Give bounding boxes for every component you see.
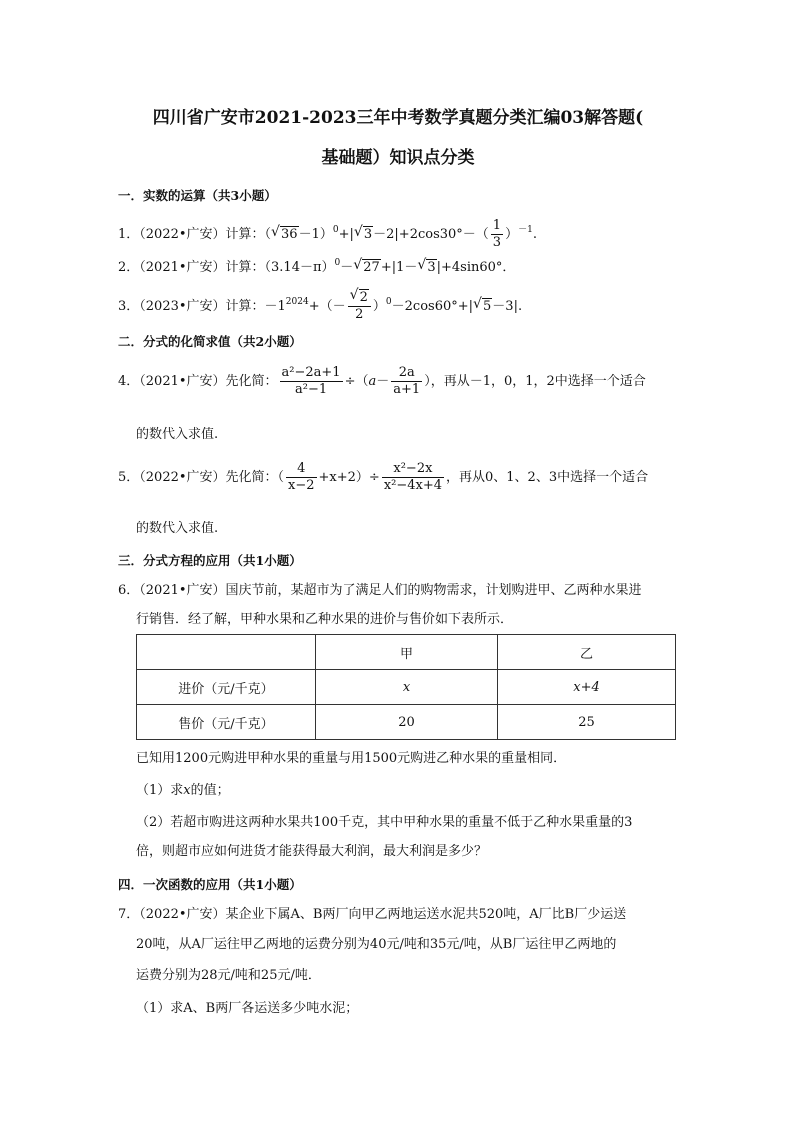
q2-radical-2: √ 3 (417, 257, 436, 275)
q3-exponent-2: 0 (385, 297, 392, 307)
q3-exponent: 2024 (285, 297, 309, 307)
q4-prefix: 4．（2021•广安）先化简： (118, 374, 278, 389)
q2-text: － (340, 260, 354, 275)
q4-fraction-2: $\frac{2a}{a+1}$ (393, 365, 421, 397)
section-heading-2: 二．分式的化简求值（共2小题） (118, 334, 302, 349)
q5-fraction-2: $\frac{\text{x²−2x}}{\text{x²−4x+4}}$ (383, 461, 443, 493)
table-cell: x+4 (498, 670, 676, 705)
question-4 (118, 365, 646, 398)
q1-exponent: 0 (332, 225, 339, 235)
q1-text: －1） (298, 227, 333, 242)
q3-text: ） (372, 299, 386, 314)
table-cell: x (316, 670, 498, 705)
q4-fraction: $\frac{\text{a²−2a+1}}{\text{a²−1}}$ (281, 365, 341, 397)
price-table (136, 634, 676, 740)
question-6-line2: 行销售．经了解，甲种水果和乙种水果的进价与售价如下表所示． (136, 612, 514, 627)
q3-text: －2cos60°+| (391, 299, 474, 314)
q4-text: ÷（ (344, 374, 369, 389)
table-cell: 乙 (498, 635, 676, 670)
q4-text: ），再从－1，0，1，2中选择一个适合 (424, 374, 646, 389)
table-cell: 25 (498, 705, 676, 740)
q6-sub1-text: 的值； (190, 783, 230, 798)
q1-text: －2|+2cos30°－（ (373, 227, 489, 242)
question-6-sub2-line2: 倍，则超市应如何进货才能获得最大利润，最大利润是多少？ (136, 844, 488, 859)
q2-radical: √ 27 (353, 257, 380, 275)
table-cell: 20 (316, 705, 498, 740)
table-header-row (137, 635, 676, 670)
q1-radical: √ 36 (271, 224, 298, 242)
question-6-sub1 (136, 780, 230, 802)
q5-text: ，再从0、1、2、3中选择一个适合 (446, 470, 649, 485)
q3-text: －3|. (492, 299, 523, 314)
q5-fraction: $\frac{4}{x-2}$ (288, 461, 315, 493)
question-6-line1: 6．（2021•广安）国庆节前，某超市为了满足人们的购物需求，计划购进甲、乙两种水果进 (118, 583, 642, 598)
question-3 (118, 287, 523, 323)
question-6-condition: 已知用1200元购进甲种水果的重量与用1500元购进乙种水果的重量相同． (136, 751, 567, 766)
table-row (137, 670, 676, 705)
section-heading-3: 三．分式方程的应用（共1小题） (118, 553, 302, 568)
q1-text: ） (505, 227, 519, 242)
table-cell (137, 635, 316, 670)
table-cell: 进价（元/千克） (137, 670, 316, 705)
section-heading-1: 一．实数的运算（共3小题） (118, 188, 277, 203)
section-heading-4: 四．一次函数的应用（共1小题） (118, 877, 302, 892)
q5-prefix: 5．（2022•广安）先化简：（ (118, 470, 285, 485)
table-cell: 售价（元/千克） (137, 705, 316, 740)
question-5 (118, 461, 648, 494)
table-cell: 甲 (316, 635, 498, 670)
q1-radical-2: √ 3 (353, 224, 373, 242)
q2-text: |+4sin60°． (436, 260, 516, 275)
q2-exponent: 0 (334, 258, 341, 268)
q1-end: . (532, 227, 537, 242)
q4-text: － (376, 374, 390, 389)
question-7-line2: 20吨，从A厂运往甲乙两地的运费分别为40元/吨和35元/吨，从B厂运往甲乙两地的 (136, 937, 617, 952)
q4-variable: a (368, 374, 377, 389)
q3-radical: √ 5 (473, 296, 492, 314)
q5-text: +x+2）÷ (318, 470, 380, 485)
q3-prefix: 3．（2023•广安）计算：－1 (118, 299, 286, 314)
q1-text: +| (338, 227, 354, 242)
q3-fraction: √ 2 2 (348, 290, 371, 323)
q3-text: +（－ (308, 299, 346, 314)
question-1 (118, 218, 537, 251)
q1-prefix: 1．（2022•广安）计算：（ (118, 227, 272, 242)
q1-fraction: $\frac{1}{3}$ (492, 218, 502, 250)
document-title-line1: 四川省广安市2021-2023三年中考数学真题分类汇编03解答题( (152, 108, 644, 128)
question-4-continuation: 的数代入求值. (136, 427, 219, 442)
question-2 (118, 257, 515, 279)
q6-sub1-text: （1）求 (136, 783, 184, 798)
q2-prefix: 2．（2021•广安）计算：（3.14－π） (118, 260, 335, 275)
document-title-line2: 基础题）知识点分类 (321, 148, 475, 168)
question-5-continuation: 的数代入求值. (136, 521, 219, 536)
question-7-line3: 运费分别为28元/吨和25元/吨． (136, 968, 321, 983)
q6-sub1-variable: x (183, 783, 191, 798)
q2-text: +|1－ (380, 260, 418, 275)
question-7-line1: 7．（2022•广安）某企业下属A、B两厂向甲乙两地运送水泥共520吨，A厂比B厂少运送 (118, 907, 627, 922)
question-7-sub1: （1）求A、B两厂各运送多少吨水泥； (136, 1001, 359, 1016)
q1-exponent-2: －1 (518, 225, 533, 235)
question-6-sub2-line1: （2）若超市购进这两种水果共100千克，其中甲种水果的重量不低于乙种水果重量的3 (136, 815, 633, 830)
table-row (137, 705, 676, 740)
